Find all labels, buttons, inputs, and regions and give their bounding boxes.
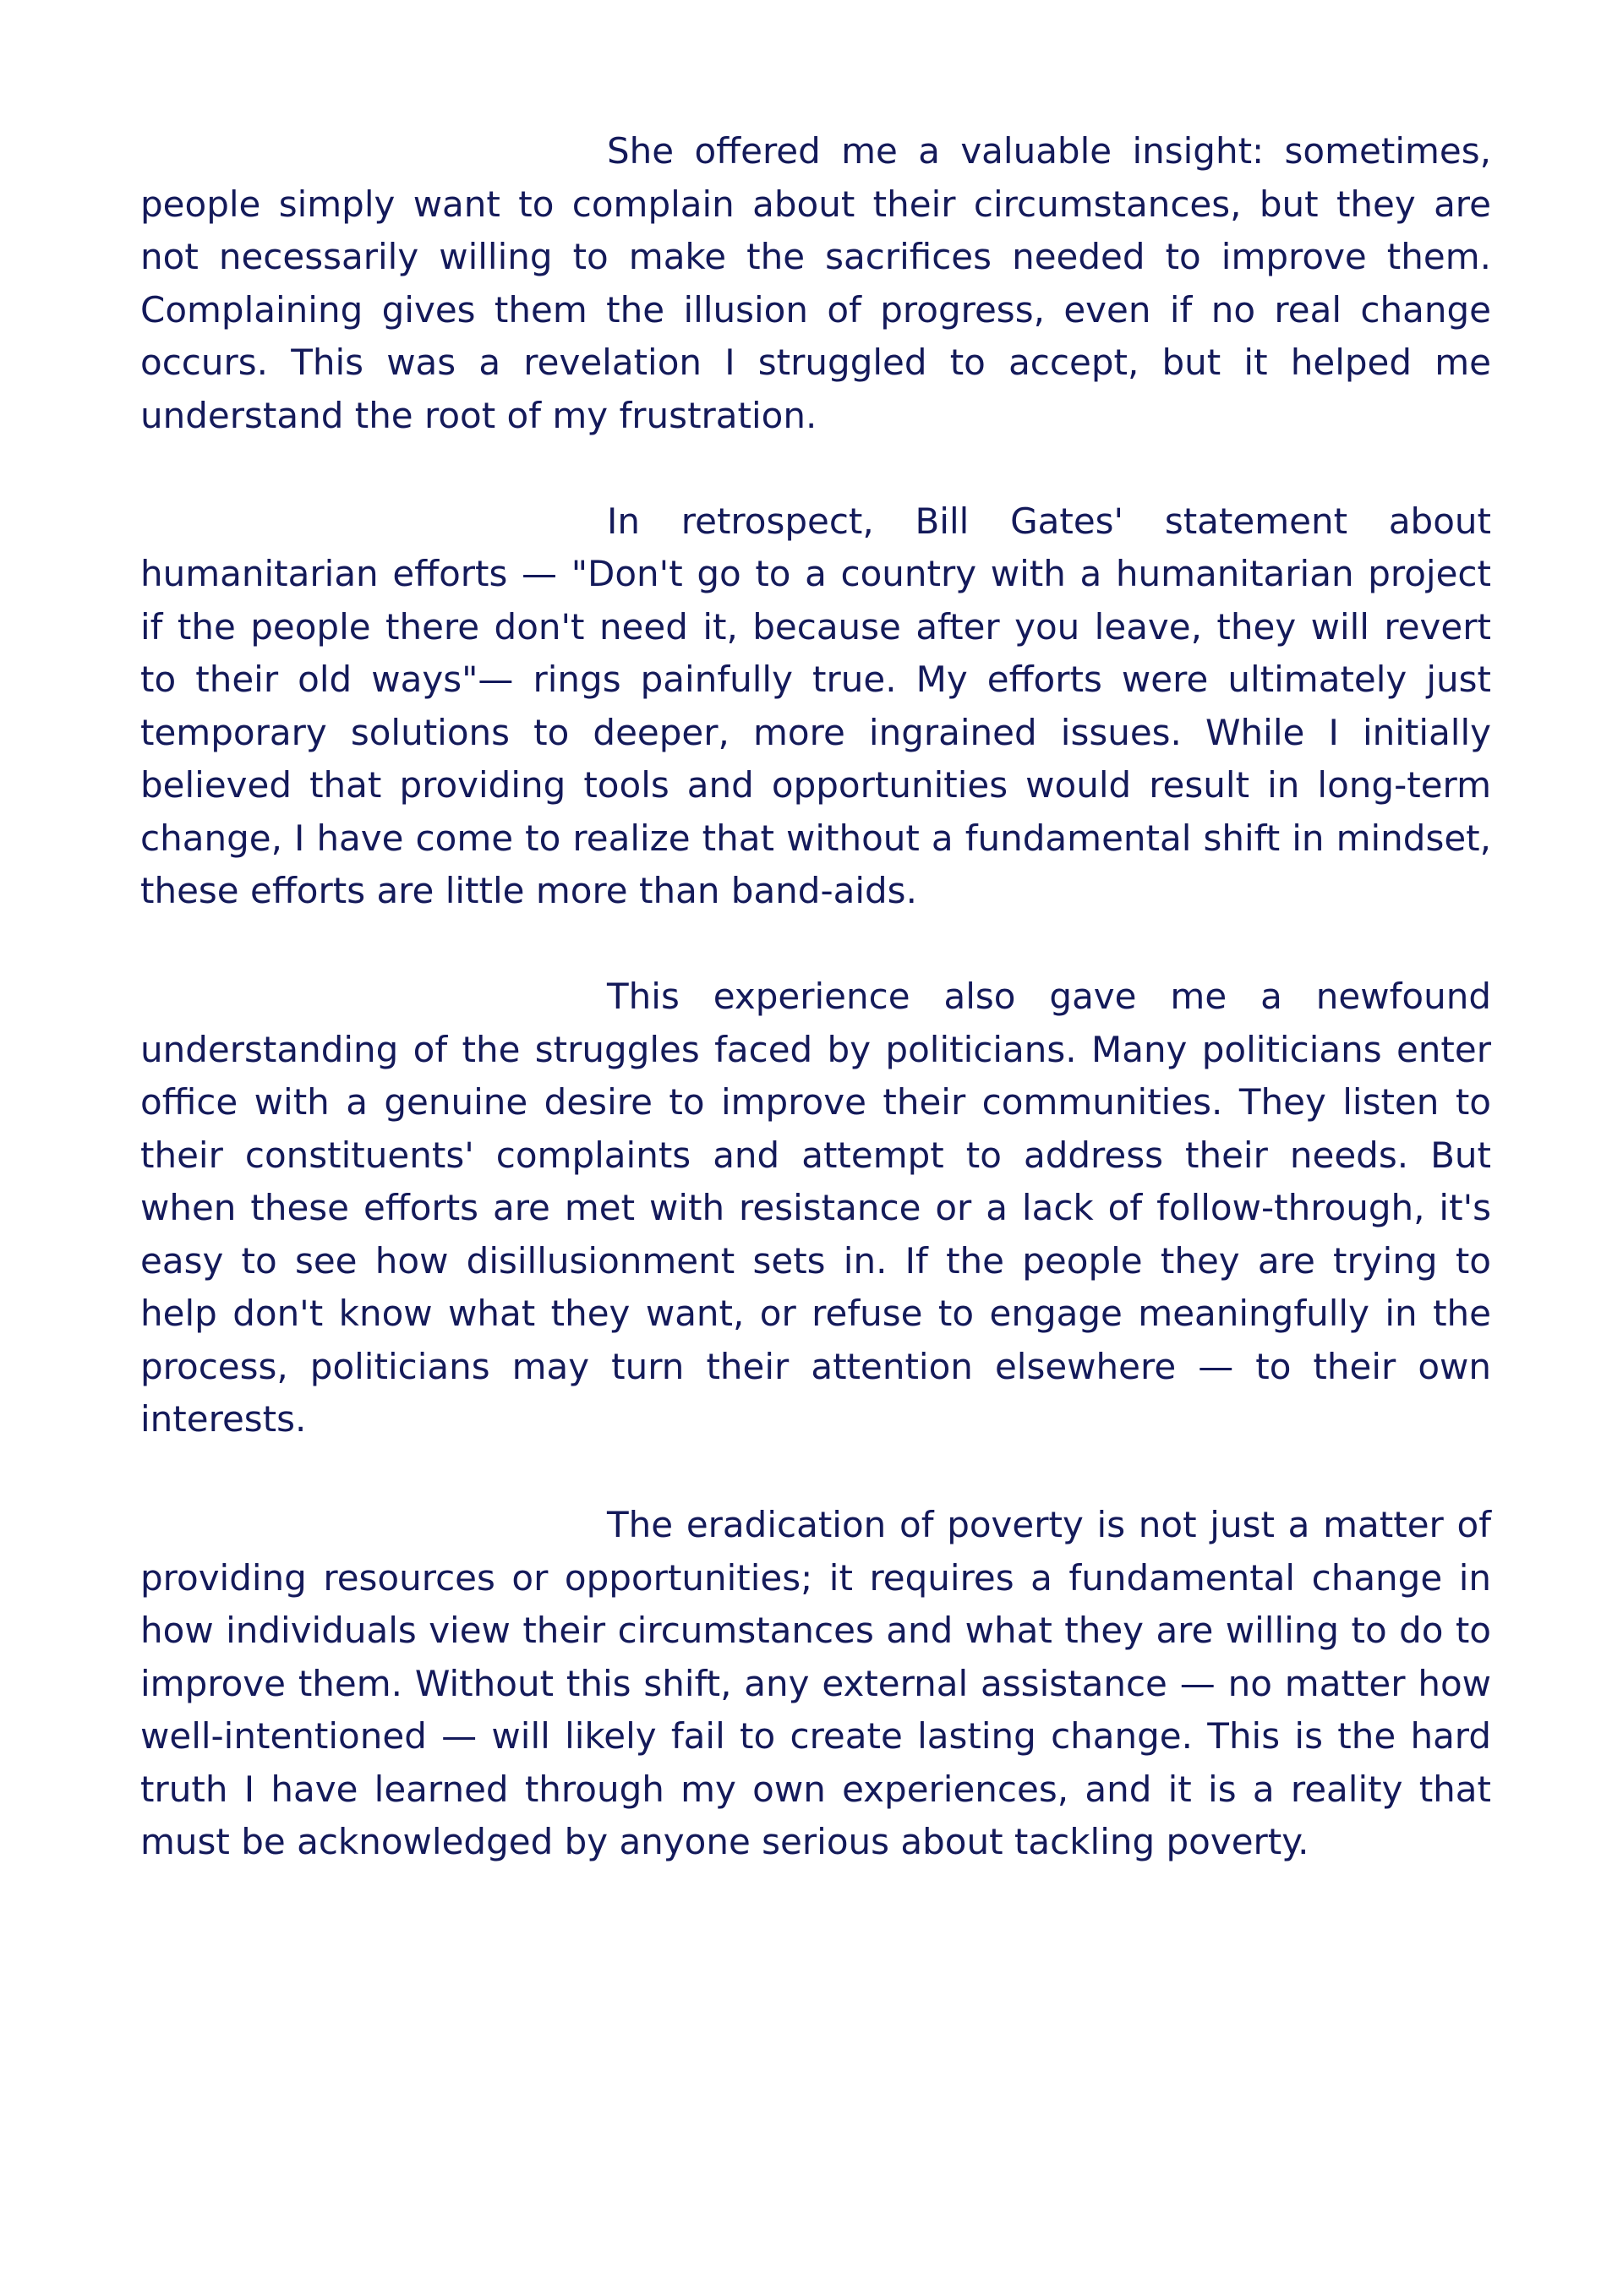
paragraph-bill-gates-retrospect: In retrospect, Bill Gates' statement about humanitarian efforts — "Don't go to a country with a humanitarian project if the people there don't need it, because after you leave, they will revert to their old ways"— rings painfully true. My efforts were ultimately just temporary solutions to deeper, more ingrained issues. While I initially believed that providing tools and opportunities would result in long-term change, I have come to realize that without a fundamental shift in mindset, these efforts are little more than band-aids. [140,500,1491,911]
paragraph-complaining-insight: She offered me a valuable insight: sometimes, people simply want to complain about their circumstances, but they are not necessarily willing to make the sacrifices needed to improve them. Complaining gives them the illusion of progress, even if no real change occurs. This was a revelation I struggled to accept, but it helped me understand the root of my frustration. [140,130,1491,436]
paragraph-politicians-understanding: This experience also gave me a newfound understanding of the struggles faced by politicians. Many politicians enter office with a genuine desire to improve their communities. They listen to their constituents' complaints and attempt to address their needs. But when these efforts are met with resistance or a lack of follow-through, it's easy to see how disillusionment sets in. If the people they are trying to help don't know what they want, or refuse to engage meaningfully in the process, politicians may turn their attention elsewhere — to their own interests. [140,976,1491,1440]
paragraph-poverty-conclusion: The eradication of poverty is not just a matter of providing resources or opportunities; it requires a fundamental change in how individuals view their circumstances and what they are willing to do to improve them. Without this shift, any external assistance — no matter how well-intentioned — will likely fail to create lasting change. This is the hard truth I have learned through my own experiences, and it is a reality that must be acknowledged by anyone serious about tackling poverty. [140,1504,1491,1862]
document-page [140,125,1491,1869]
